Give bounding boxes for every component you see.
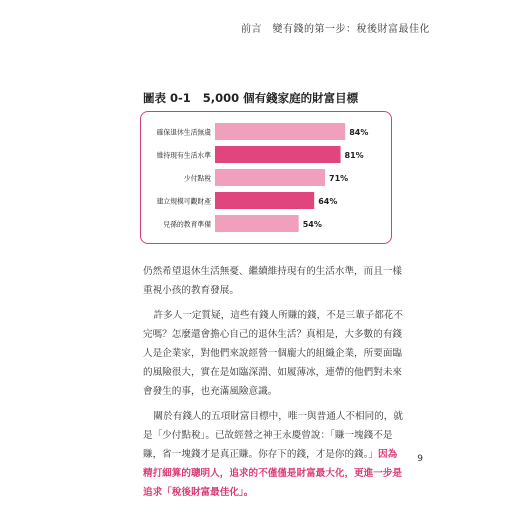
bar-chart: [141, 112, 391, 243]
figure-title: [143, 90, 358, 106]
bar: [215, 192, 314, 209]
bar: [215, 123, 345, 140]
category-label: 維持現有生活水準: [156, 151, 211, 160]
category-label: 建立規模可觀財產: [156, 197, 211, 206]
paragraph-1: 仍然希望退休生活無憂、繼續維持現有的生活水準，而且一樣重視小孩的教育發展。: [143, 266, 403, 296]
figure-number: 圖表 0-1: [143, 91, 191, 105]
running-header: 前言 變有錢的第一步：稅後財富最佳化: [241, 24, 430, 35]
category-label: 確保退休生活無虞: [156, 128, 211, 137]
paragraph-3: [143, 407, 405, 502]
chart-frame: [140, 111, 392, 244]
category-label: 少付點稅: [183, 174, 211, 183]
paragraph-2: 許多人一定質疑，這些有錢人所賺的錢，不是三輩子都花不完嗎？怎麼還會擔心自己的退休生活？真相是，大多數的有錢人是企業家，對他們來說經營一個龐大的組織企業，所要面臨的風險很大，實在是如臨深淵、如履薄冰，連帶的他們對未來會發生的事，也充滿風險意識。: [143, 310, 403, 397]
bar: [215, 169, 325, 186]
value-label: 64%: [318, 197, 338, 206]
value-label: 84%: [349, 128, 369, 137]
bar: [215, 215, 299, 232]
value-label: 71%: [329, 174, 349, 183]
page-number: 9: [417, 454, 423, 464]
value-label: 54%: [302, 220, 322, 229]
article-body: [143, 262, 405, 508]
paragraph-3-highlight: 因為精打細算的聰明人，追求的不僅僅是財富最大化，更進一步是追求「稅後財富最佳化」。: [143, 449, 403, 498]
bar: [215, 146, 341, 163]
paragraph-3-text: 關於有錢人的五項財富目標中，唯一與普通人不相同的，就是「少付點稅」。已故經營之神王永慶曾說：「賺一塊錢不是賺，省一塊錢才是真正賺。你存下的錢，才是你的錢。」: [143, 411, 403, 460]
category-label: 兒孫的教育準備: [163, 220, 211, 229]
value-label: 81%: [344, 151, 364, 160]
figure-caption: 5,000 個有錢家庭的財富目標: [202, 91, 359, 105]
